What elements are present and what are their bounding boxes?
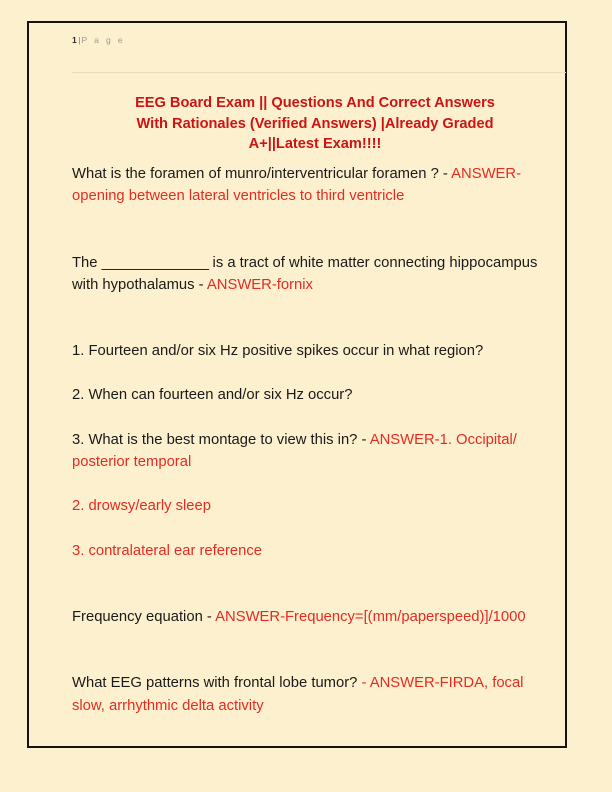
header-separator: | [78,35,81,45]
qa-block-3-answer-3 [72,540,542,562]
page-border-frame [27,21,567,748]
qa-block-2 [72,252,542,297]
qa-block-3-item-3 [72,429,542,474]
question-text: What is the foramen of munro/interventricular foramen ? - [72,166,452,182]
qa-block-3-answer-2 [72,495,542,517]
question-text: 1. Fourteen and/or six Hz positive spikes occur in what region? [72,343,484,360]
question-text: What EEG patterns with frontal lobe tumor? [72,675,362,692]
qa-block-5 [72,672,542,717]
qa-block-3-item-2 [72,384,542,406]
block-spacer [72,230,542,252]
running-header [72,35,538,57]
block-spacer [72,650,542,672]
question-text: 2. When can fourteen and/or six Hz occur? [72,387,353,404]
question-text: Frequency equation - [72,608,216,625]
block-spacer [72,584,542,606]
answer-text: 3. contralateral ear reference [72,542,262,559]
document-title [89,93,541,155]
answer-text: 2. drowsy/early sleep [72,498,211,515]
qa-block-4 [72,606,542,628]
page-word: P a g e [81,35,126,45]
answer-text: ANSWER-1. Occipital/ posterior temporal [72,431,517,471]
header-divider [72,72,566,73]
answer-text: - ANSWER-FIRDA, focal slow, arrhythmic delta activity [72,675,524,714]
page-number-label [72,35,538,46]
page-number: 1 [72,35,78,45]
title-line-3: A+||Latest Exam!!!! [248,136,382,152]
qa-block-3-item-1 [72,340,542,362]
block-spacer [72,318,542,340]
qa-block-1 [72,163,542,208]
fill-in-blank: ______________ [101,254,209,271]
answer-text: ANSWER-opening between lateral ventricles to third ventricle [72,166,522,205]
question-prefix: The [72,254,102,271]
answer-text: ANSWER-fornix [206,276,313,293]
answer-text: ANSWER-Frequency=[(mm/paperspeed)]/1000 [215,608,526,625]
question-suffix: is a tract of white matter connecting hippocampus with hypothalamus - [72,254,538,293]
title-line-1: EEG Board Exam || Questions And Correct Answers [135,95,495,111]
question-text: 3. What is the best montage to view this in? - [72,431,370,448]
title-line-2: With Rationales (Verified Answers) |Already Graded [136,115,494,132]
page-content-area [29,23,565,746]
document-body [72,163,542,739]
